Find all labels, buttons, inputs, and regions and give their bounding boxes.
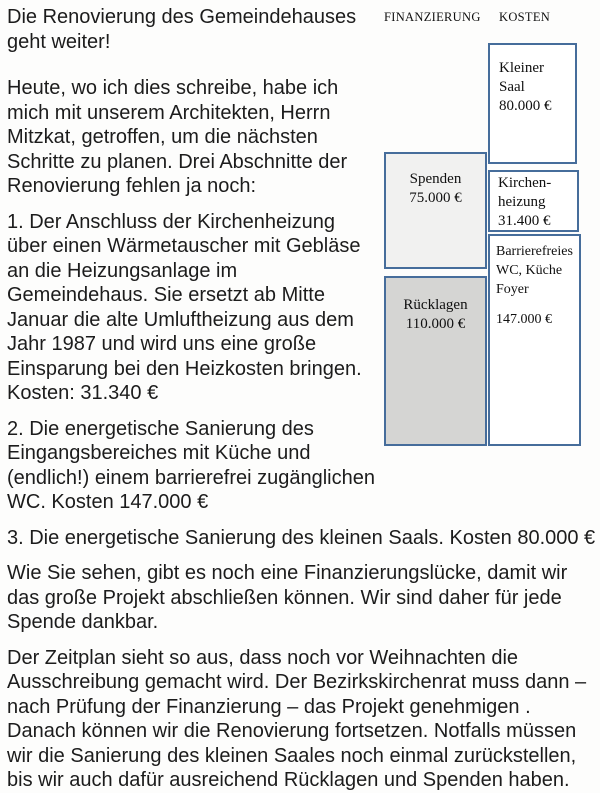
segment-label: Kleiner Saal — [499, 60, 544, 95]
chart-segment-spenden — [384, 152, 487, 269]
paragraph-funding-gap: Wie Sie sehen, gibt es noch eine Finanzierungslücke, damit wir das große Projekt abschließen können. Wir sind daher für jede Spende dankbar. — [7, 562, 568, 633]
paragraph-item-2: 2. Die energetische Sanierung des Eingangsbereiches mit Küche und (endlich!) einem barrierefrei zugänglichen WC. Kosten 147.000 € — [7, 417, 375, 513]
segment-value: 110.000 € — [405, 316, 466, 332]
segment-label: Barrierefreies WC, Küche Foyer — [496, 244, 573, 297]
financing-costs-chart — [384, 5, 596, 460]
chart-segment-kleiner-saal — [488, 43, 577, 164]
paragraph-intro: Heute, wo ich dies schreibe, habe ich mich mit unserem Architekten, Herrn Mitzkat, getroffen, um die nächsten Schritte zu planen. Drei Abschnitte der Renovierung fehlen ja noch: — [7, 77, 348, 197]
segment-value: 31.400 € — [498, 213, 551, 229]
segment-label: Spenden — [409, 171, 462, 187]
chart-column-header-finanzierung: FINANZIERUNG — [384, 10, 481, 24]
chart-segment-kirchenheizung — [488, 170, 579, 232]
segment-label: Kirchen-heizung — [498, 175, 552, 210]
segment-value: 75.000 € — [409, 190, 462, 206]
paragraph-title: Die Renovierung des Gemeindehauses geht weiter! — [7, 6, 357, 53]
paragraph-item-3: 3. Die energetische Sanierung des kleinen Saals. Kosten 80.000 € — [7, 526, 596, 549]
segment-value: 80.000 € — [499, 98, 552, 114]
chart-column-header-kosten: KOSTEN — [499, 10, 551, 24]
chart-segment-ruecklagen — [384, 276, 487, 446]
paragraph-timeline: Der Zeitplan sieht so aus, dass noch vor Weihnachten die Ausschreibung gemacht wird. Der Bezirkskirchenrat muss dann – nach Prüfung der Finanzierung – das Projekt genehmigen . Danach können wir die Renovierung fortsetzen. Notfalls müssen wir die Sanierung des kleinen Saales noch einmal zurückstellen, bis wir auch dafür ausreichend Rücklagen und Spenden haben. — [7, 646, 587, 791]
paragraph-item-1: 1. Der Anschluss der Kirchenheizung über einen Wärmetauscher mit Gebläse an die Heizungsanlage im Gemeindehaus. Sie ersetzt ab Mitte Januar die alte Umluftheizung aus dem Jahr 1987 und wird uns eine große Einsparung bei den Heizkosten bringen. Kosten: 31.340 € — [7, 210, 362, 404]
segment-label: Rücklagen — [403, 297, 468, 313]
segment-value: 147.000 € — [496, 312, 552, 327]
chart-segment-barrierefreies-wc — [488, 234, 581, 446]
